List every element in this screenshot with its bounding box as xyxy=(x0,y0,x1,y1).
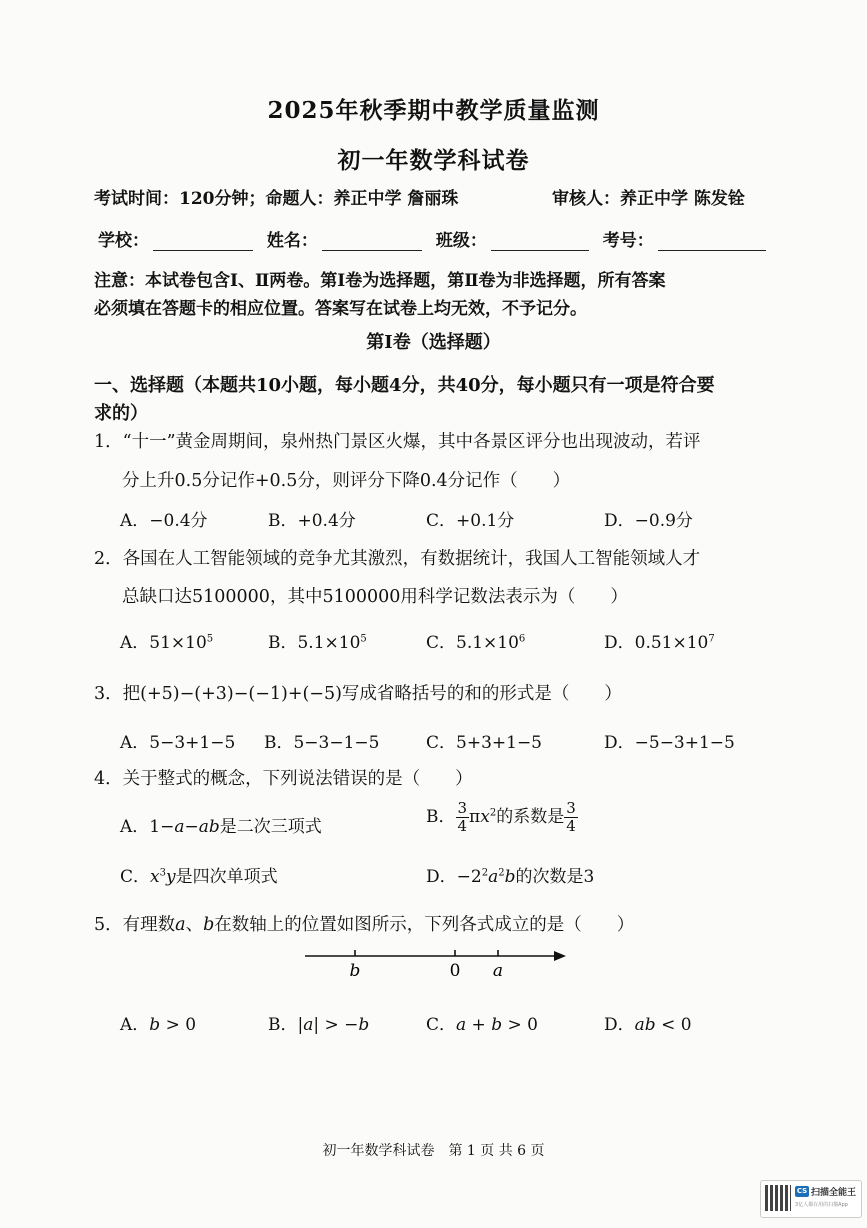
q4-option-d[interactable]: D．$-2^2a^2b$的次数是3 xyxy=(426,867,595,887)
q2-stem-1: 2．各国在人工智能领域的竞争尤其激烈，有数据统计，我国人工智能领域人才 xyxy=(94,549,701,569)
q2-option-a[interactable]: A．$51\times 10^5$ xyxy=(120,633,214,653)
q5-option-d[interactable]: D．ab < 0 xyxy=(604,1015,692,1035)
class-label: 班级： xyxy=(435,231,487,251)
q5-stem: 5．有理数a、b在数轴上的位置如图所示，下列各式成立的是（ ） xyxy=(94,915,635,935)
badge-subtext: 3亿人都在用的扫描App xyxy=(795,1202,848,1208)
exam-no-blank[interactable] xyxy=(658,232,766,251)
q4-option-c[interactable]: C．$x^3y$是四次单项式 xyxy=(120,867,278,887)
q3-option-d[interactable]: D．−5−3+1−5 xyxy=(604,733,735,753)
q1-option-a[interactable]: A．−0.4分 xyxy=(120,511,208,531)
q5-option-c[interactable]: C．a + b > 0 xyxy=(426,1015,538,1035)
name-blank[interactable] xyxy=(322,232,422,251)
exam-title: 2025年秋季期中教学质量监测 xyxy=(267,97,600,124)
q3-option-a[interactable]: A．5−3+1−5 xyxy=(120,733,236,753)
q4-option-b[interactable]: B． $\frac{3}{4}$ $\pi x^2$的系数是 $\frac{3}{4}$ xyxy=(426,799,576,835)
class-blank[interactable] xyxy=(491,232,589,251)
notice-line-2: 必须填在答题卡的相应位置。答案写在试卷上均无效，不予记分。 xyxy=(94,299,587,319)
section-title: 第Ⅰ卷（选择题） xyxy=(366,332,501,353)
badge-text: 扫描全能王 xyxy=(811,1188,857,1198)
q2-option-c[interactable]: C．$5.1\times 10^6$ xyxy=(426,633,526,653)
exam-no-label: 考号： xyxy=(602,231,654,251)
q4-option-a[interactable]: A．1−a−ab是二次三项式 xyxy=(120,817,322,837)
meta-left: 考试时间：120分钟；命题人：养正中学 詹丽珠 xyxy=(94,189,459,209)
exam-subtitle: 初一年数学科试卷 xyxy=(337,147,530,174)
q3-option-b[interactable]: B．5−3−1−5 xyxy=(264,733,380,753)
page-footer: 初一年数学科试卷 第 1 页 共 6 页 xyxy=(322,1143,545,1159)
axis-label-a: a xyxy=(492,961,504,981)
part1-heading-1: 一、选择题（本题共10小题，每小题4分，共40分，每小题只有一项是符合要 xyxy=(94,375,715,396)
scanner-watermark-badge xyxy=(760,1180,862,1218)
q1-option-c[interactable]: C．+0.1分 xyxy=(426,511,515,531)
fraction: $\frac{3}{4}$ xyxy=(457,799,468,835)
number-line-diagram xyxy=(300,945,575,985)
qr-code-icon xyxy=(765,1185,791,1211)
axis-label-zero: 0 xyxy=(449,961,461,981)
q1-option-d[interactable]: D．−0.9分 xyxy=(604,511,693,531)
q3-stem: 3．把(+5)−(+3)−(−1)+(−5)写成省略括号的和的形式是（ ） xyxy=(94,684,622,704)
exam-meta xyxy=(94,184,745,209)
meta-reviewer: 审核人：养正中学 陈发铨 xyxy=(552,189,745,209)
fraction: $\frac{3}{4}$ xyxy=(566,799,576,835)
name-label: 姓名： xyxy=(266,231,318,251)
q5-option-b[interactable]: B．|a| > −b xyxy=(268,1015,370,1035)
q5-option-a[interactable]: A．b > 0 xyxy=(120,1015,197,1035)
q4-stem: 4．关于整式的概念，下列说法错误的是（ ） xyxy=(94,769,473,789)
q2-option-b[interactable]: B．$5.1\times 10^5$ xyxy=(268,633,367,653)
school-label: 学校： xyxy=(98,231,149,251)
student-fields xyxy=(98,226,774,251)
q2-option-d[interactable]: D．$0.51\times 10^7$ xyxy=(604,633,715,653)
q3-option-c[interactable]: C．5+3+1−5 xyxy=(426,733,543,753)
camscanner-logo-icon: CS xyxy=(796,1187,808,1195)
axis-label-b: b xyxy=(349,961,361,981)
school-blank[interactable] xyxy=(153,232,253,251)
q1-stem-1: 1．“十一”黄金周期间，泉州热门景区火爆，其中各景区评分也出现波动，若评 xyxy=(94,432,701,452)
q1-stem-2: 分上升0.5分记作+0.5分，则评分下降0.4分记作（ ） xyxy=(122,471,571,491)
part1-heading-2: 求的） xyxy=(94,403,148,424)
q2-stem-2: 总缺口达5100000，其中5100000用科学记数法表示为（ ） xyxy=(122,587,628,607)
number-line-arrow xyxy=(554,951,566,961)
notice-line-1: 注意：本试卷包含Ⅰ、Ⅱ两卷。第Ⅰ卷为选择题，第Ⅱ卷为非选择题，所有答案 xyxy=(94,271,666,291)
q1-option-b[interactable]: B．+0.4分 xyxy=(268,511,356,531)
